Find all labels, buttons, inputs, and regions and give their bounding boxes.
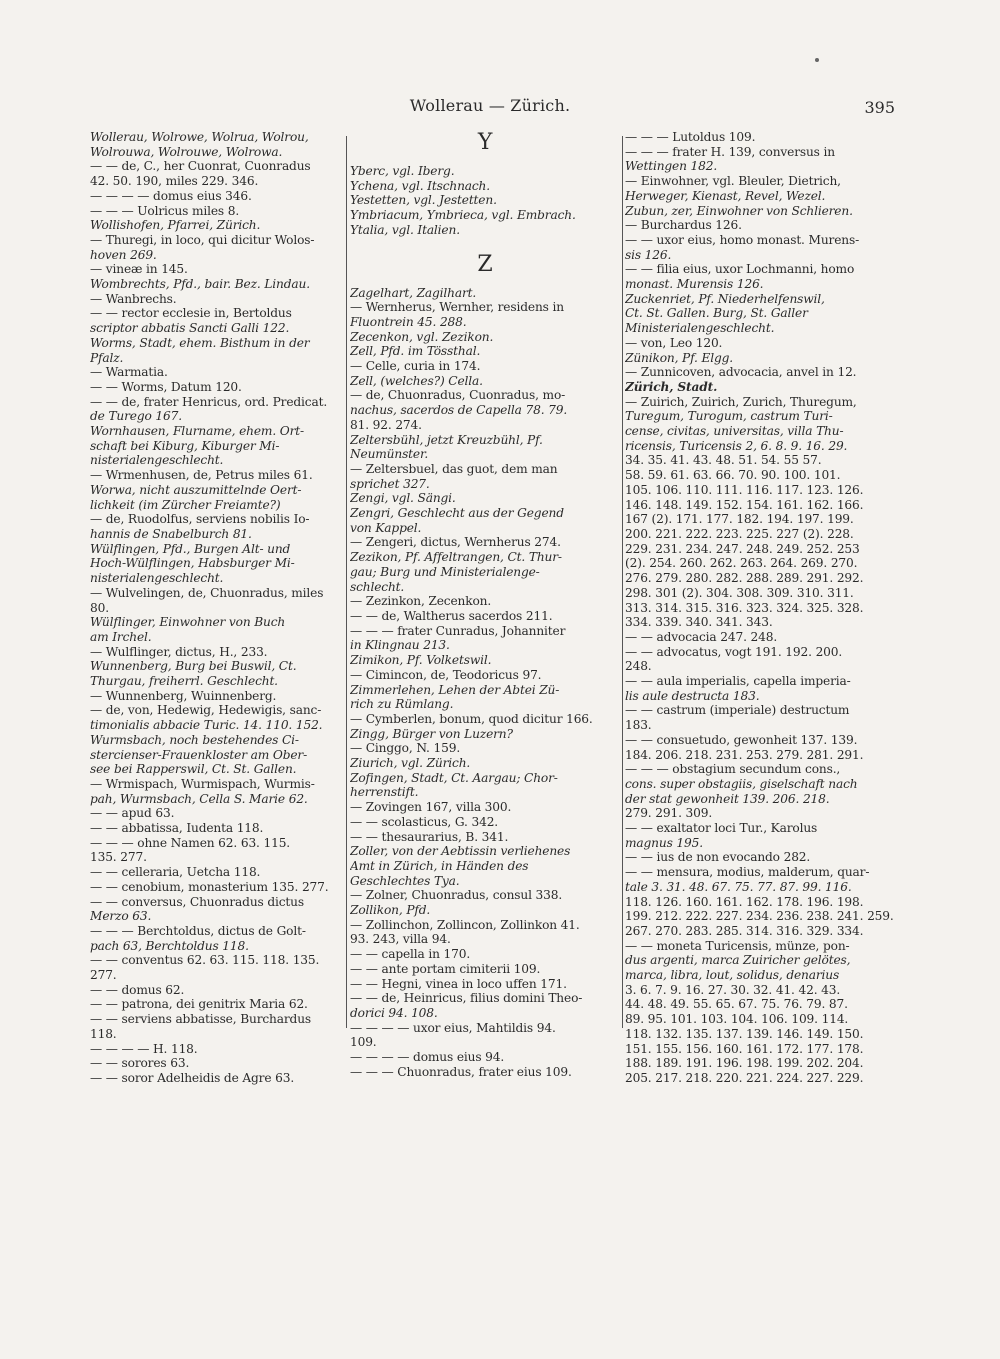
index-line: 93. 243, villa 94. [350, 932, 451, 947]
index-line: Thurgau, freiherrl. Geschlecht. [90, 674, 278, 689]
index-line: am Irchel. [90, 629, 152, 644]
index-line: — — serviens abbatisse, Burchardus [90, 1012, 311, 1027]
index-line: Worms, Stadt, ehem. Bisthum in der [90, 335, 310, 350]
index-line: 109. [350, 1035, 377, 1050]
index-line: timonialis abbacie Turic. 14. 110. 152. [90, 718, 323, 733]
index-line: — Zeltersbuel, das guot, dem man [350, 461, 558, 476]
index-line: — Wulvelingen, de, Chuonradus, miles [90, 585, 324, 600]
index-line: — von, Leo 120. [625, 335, 723, 350]
index-line: magnus 195. [625, 835, 703, 850]
index-line: nachus, sacerdos de Capella 78. 79. [350, 403, 568, 418]
index-line: dus argenti, marca Zuiricher gelötes, [625, 953, 851, 968]
index-line: — Wrmenhusen, de, Petrus miles 61. [90, 468, 313, 483]
index-line: 135. 277. [90, 850, 147, 865]
index-line: pah, Wurmsbach, Cella S. Marie 62. [90, 791, 308, 806]
index-line: hannis de Snabelburch 81. [90, 526, 252, 541]
index-line: — — moneta Turicensis, münze, pon- [625, 938, 850, 953]
index-line: — Cinggo, N. 159. [350, 741, 461, 756]
index-line: — Cimincon, de, Teodoricus 97. [350, 667, 542, 682]
index-line: — — — Chuonradus, frater eius 109. [350, 1064, 572, 1079]
index-line: Wunnenberg, Burg bei Buswil, Ct. [90, 659, 297, 674]
index-line: Wettingen 182. [625, 159, 718, 174]
index-line: — Zengeri, dictus, Wernherus 274. [350, 535, 561, 550]
index-line: — vineæ in 145. [90, 262, 188, 277]
index-line: Ymbriacum, Ymbrieca, vgl. Embrach. [350, 208, 576, 223]
index-line: Wülflingen, Pfd., Burgen Alt- und [90, 541, 291, 556]
index-column-middle [350, 130, 620, 1079]
index-line: — Zunnicoven, advocacia, anvel in 12. [625, 365, 857, 380]
index-line: Wollishofen, Pfarrei, Zürich. [90, 218, 261, 233]
index-line: nisterialengeschlecht. [90, 571, 224, 586]
index-line: sprichet 327. [350, 476, 430, 491]
index-line: 199. 212. 222. 227. 234. 236. 238. 241. 259. [625, 909, 894, 924]
index-line: nisterialengeschlecht. [90, 453, 224, 468]
index-line: 205. 217. 218. 220. 221. 224. 227. 229. [625, 1071, 864, 1085]
index-line: — — — — H. 118. [90, 1041, 198, 1056]
index-line: — — — frater H. 139, conversus in [625, 144, 835, 159]
index-line: — Wanbrechs. [90, 291, 177, 306]
index-line: — — advocacia 247. 248. [625, 629, 778, 644]
running-header: Wollerau — Zürich. [409, 96, 571, 115]
index-line: — Zuirich, Zuirich, Zurich, Thuregum, [625, 394, 857, 409]
index-line: schlecht. [350, 579, 405, 594]
index-line: 80. [90, 600, 109, 615]
index-line: — — ius de non evocando 282. [625, 850, 811, 865]
index-line: 118. 132. 135. 137. 139. 146. 149. 150. [625, 1026, 864, 1041]
index-line: — — uxor eius, homo monast. Murens- [625, 232, 860, 247]
index-line: — — conventus 62. 63. 115. 118. 135. [90, 953, 320, 968]
index-line: 89. 95. 101. 103. 104. 106. 109. 114. [625, 1012, 849, 1027]
index-line: — — mensura, modius, malderum, quar- [625, 865, 870, 880]
index-line: monast. Murensis 126. [625, 277, 764, 292]
index-line: Zengi, vgl. Sängi. [350, 491, 456, 506]
index-line: Neumünster. [350, 447, 429, 462]
index-column-left [90, 130, 346, 1086]
index-line: — — sorores 63. [90, 1056, 190, 1071]
index-line: — Zolner, Chuonradus, consul 338. [350, 888, 563, 903]
index-line: Wornhausen, Flurname, ehem. Ort- [90, 424, 305, 439]
index-line: — Warmatia. [90, 365, 168, 380]
index-line: Zeltersbühl, jetzt Kreuzbühl, Pf. [350, 432, 543, 447]
z-entries [350, 286, 620, 1080]
index-line: 279. 291. 309. [625, 806, 713, 821]
index-line: — — — ohne Namen 62. 63. 115. [90, 835, 291, 850]
index-line: — — patrona, dei genitrix Maria 62. [90, 997, 308, 1012]
index-line: pach 63, Berchtoldus 118. [90, 938, 249, 953]
index-line: sis 126. [625, 247, 672, 262]
page-number: 395 [864, 98, 895, 117]
index-line: — — Worms, Datum 120. [90, 379, 242, 394]
index-line: 151. 155. 156. 160. 161. 172. 177. 178. [625, 1041, 864, 1056]
index-line: — — — frater Cunradus, Johanniter [350, 623, 566, 638]
index-line: — — — Lutoldus 109. [625, 130, 756, 144]
letter-heading-z: Z [477, 253, 493, 277]
index-line: Herweger, Kienast, Revel, Wezel. [625, 188, 826, 203]
index-line: Zoller, von der Aebtissin verliehenes [350, 844, 571, 859]
index-line: — — scolasticus, G. 342. [350, 814, 499, 829]
index-line: Wombrechts, Pfd., bair. Bez. Lindau. [90, 277, 310, 292]
index-line: 34. 35. 41. 43. 48. 51. 54. 55 57. [625, 453, 822, 468]
index-line: 81. 92. 274. [350, 417, 422, 432]
index-line: 277. [90, 968, 117, 983]
index-line: — — de, Heinricus, filius domini Theo- [350, 991, 583, 1006]
index-line: — — Hegni, vinea in loco uffen 171. [350, 976, 567, 991]
index-line: — — — Berchtoldus, dictus de Golt- [90, 923, 306, 938]
index-line: — — conversus, Chuonradus dictus [90, 894, 304, 909]
index-line: Turegum, Turogum, castrum Turi- [625, 409, 833, 424]
index-line: — — domus 62. [90, 982, 185, 997]
column-rule-left [346, 136, 347, 1028]
index-line: 105. 106. 110. 111. 116. 117. 123. 126. [625, 482, 864, 497]
index-line: 167 (2). 171. 177. 182. 194. 197. 199. [625, 512, 854, 527]
index-line: Fluontrein 45. 288. [350, 314, 467, 329]
index-line: Zollikon, Pfd. [350, 903, 431, 918]
index-line: — Wrmispach, Wurmispach, Wurmis- [90, 776, 315, 791]
index-line: in Klingnau 213. [350, 638, 450, 653]
index-line: — — filia eius, uxor Lochmanni, homo [625, 262, 855, 277]
index-line: — — apud 63. [90, 806, 175, 821]
index-line: Ychena, vgl. Itschnach. [350, 178, 490, 193]
index-line: 184. 206. 218. 231. 253. 279. 281. 291. [625, 747, 864, 762]
index-line: Amt in Zürich, in Händen des [350, 858, 529, 873]
index-line: 42. 50. 190, miles 229. 346. [90, 174, 259, 189]
index-line: — — de, C., her Cuonrat, Cuonradus [90, 159, 311, 174]
index-line: — — capella in 170. [350, 947, 471, 962]
index-line: 334. 339. 340. 341. 343. [625, 615, 773, 630]
index-line: — — rector ecclesie in, Bertoldus [90, 306, 292, 321]
index-line: — — advocatus, vogt 191. 192. 200. [625, 644, 843, 659]
index-line: — — de, frater Henricus, ord. Predicat. [90, 394, 328, 409]
index-line: — Thuregi, in loco, qui dicitur Wolos- [90, 232, 315, 247]
index-line: Zengri, Geschlecht aus der Gegend [350, 506, 564, 521]
index-line: Wollerau, Wolrowe, Wolrua, Wolrou, [90, 130, 309, 144]
index-line: Zürich, Stadt. [625, 379, 718, 394]
index-line: Zofingen, Stadt, Ct. Aargau; Chor- [350, 770, 558, 785]
index-line: scriptor abbatis Sancti Galli 122. [90, 321, 290, 336]
index-line: Zuckenriet, Pf. Niederhelfenswil, [625, 291, 825, 306]
index-line: — Zovingen 167, villa 300. [350, 800, 512, 815]
index-line: schaft bei Kiburg, Kiburger Mi- [90, 438, 280, 453]
index-line: — — soror Adelheidis de Agre 63. [90, 1071, 295, 1085]
index-line: 183. [625, 718, 652, 733]
index-line: Ytalia, vgl. Italien. [350, 222, 460, 237]
index-line: 229. 231. 234. 247. 248. 249. 252. 253 [625, 541, 860, 556]
index-line: Zell, Pfd. im Tössthal. [350, 344, 481, 359]
letter-heading-y: Y [477, 132, 493, 155]
y-entries [350, 164, 620, 238]
index-line: — de, von, Hedewig, Hedewigis, sanc- [90, 703, 322, 718]
index-line: Hoch-Wülflingen, Habsburger Mi- [90, 556, 295, 571]
index-line: — — ante portam cimiterii 109. [350, 961, 541, 976]
index-line: see bei Rapperswil, Ct. St. Gallen. [90, 762, 297, 777]
index-line: Pfalz. [90, 350, 124, 365]
index-line: Zimikon, Pf. Volketswil. [350, 653, 492, 668]
index-line: — — — — domus eius 94. [350, 1050, 505, 1065]
index-line: — Wulflinger, dictus, H., 233. [90, 644, 268, 659]
index-line: — — castrum (imperiale) destructum [625, 703, 850, 718]
index-line: — — exaltator loci Tur., Karolus [625, 821, 818, 836]
index-line: 44. 48. 49. 55. 65. 67. 75. 76. 79. 87. [625, 997, 848, 1012]
index-line: Ct. St. Gallen. Burg, St. Galler [625, 306, 808, 321]
index-line: Merzo 63. [90, 909, 152, 924]
index-line: — — consuetudo, gewonheit 137. 139. [625, 732, 858, 747]
index-line: 3. 6. 7. 9. 16. 27. 30. 32. 41. 42. 43. [625, 982, 841, 997]
index-line: — Zezinkon, Zecenkon. [350, 594, 492, 609]
index-line: stercienser-Frauenkloster am Ober- [90, 747, 308, 762]
index-line: Worwa, nicht auszumittelnde Oert- [90, 482, 302, 497]
index-line: von Kappel. [350, 520, 422, 535]
index-line: 313. 314. 315. 316. 323. 324. 325. 328. [625, 600, 864, 615]
index-line: — Wunnenberg, Wuinnenberg. [90, 688, 277, 703]
index-line: Geschlechtes Tya. [350, 873, 460, 888]
index-line: de Turego 167. [90, 409, 182, 424]
index-line: Ziurich, vgl. Zürich. [350, 756, 471, 771]
index-line: Zagelhart, Zagilhart. [350, 285, 477, 300]
index-line: — Zollinchon, Zollincon, Zollinkon 41. [350, 917, 580, 932]
index-line: rich zu Rümlang. [350, 697, 454, 712]
column-rule-right [622, 136, 623, 1028]
index-line: — — thesaurarius, B. 341. [350, 829, 509, 844]
index-line: 118. [90, 1026, 117, 1041]
index-line: Wülflinger, Einwohner von Buch [90, 615, 286, 630]
index-line: — — aula imperialis, capella imperia- [625, 674, 851, 689]
index-line: 267. 270. 283. 285. 314. 316. 329. 334. [625, 923, 864, 938]
index-line: Wolrouwa, Wolrouwe, Wolrowa. [90, 144, 283, 159]
index-line: der stat gewonheit 139. 206. 218. [625, 791, 830, 806]
index-line: (2). 254. 260. 262. 263. 264. 269. 270. [625, 556, 858, 571]
index-line: hoven 269. [90, 247, 157, 262]
index-line: 118. 126. 160. 161. 162. 178. 196. 198. [625, 894, 864, 909]
index-line: — Burchardus 126. [625, 218, 742, 233]
index-line: — Einwohner, vgl. Bleuler, Dietrich, [625, 174, 841, 189]
index-line: — — de, Waltherus sacerdos 211. [350, 608, 553, 623]
index-line: gau; Burg und Ministerialenge- [350, 564, 540, 579]
index-line: — Wernherus, Wernher, residens in [350, 300, 564, 315]
index-line: 200. 221. 222. 223. 225. 227 (2). 228. [625, 526, 854, 541]
index-line: Zimmerlehen, Lehen der Abtei Zü- [350, 682, 560, 697]
index-line: — Celle, curia in 174. [350, 359, 481, 374]
index-line: — — — — uxor eius, Mahtildis 94. [350, 1020, 556, 1035]
index-line: tale 3. 31. 48. 67. 75. 77. 87. 99. 116. [625, 879, 852, 894]
index-line: Zecenkon, vgl. Zezikon. [350, 329, 494, 344]
index-line: — — — — domus eius 346. [90, 188, 252, 203]
index-line: — — — Uolricus miles 8. [90, 203, 240, 218]
index-line: — de, Chuonradus, Cuonradus, mo- [350, 388, 566, 403]
index-line: ricensis, Turicensis 2, 6. 8. 9. 16. 29. [625, 438, 848, 453]
index-line: Zubun, zer, Einwohner von Schlieren. [625, 203, 853, 218]
index-line: Zell, (welches?) Cella. [350, 373, 483, 388]
index-line: 276. 279. 280. 282. 288. 289. 291. 292. [625, 571, 864, 586]
index-line: Zünikon, Pf. Elgg. [625, 350, 733, 365]
index-line: Ministerialengeschlecht. [625, 321, 775, 336]
index-line: Zingg, Bürger von Luzern? [350, 726, 513, 741]
index-line: — — abbatissa, Iudenta 118. [90, 821, 264, 836]
index-line: lis aule destructa 183. [625, 688, 760, 703]
index-line: — Cymberlen, bonum, quod dicitur 166. [350, 711, 593, 726]
index-column-right [625, 130, 895, 1086]
index-line: marca, libra, lout, solidus, denarius [625, 968, 840, 983]
index-line: Yestetten, vgl. Jestetten. [350, 193, 497, 208]
scan-speck [815, 58, 819, 62]
index-line: 188. 189. 191. 196. 198. 199. 202. 204. [625, 1056, 864, 1071]
index-line: herrenstift. [350, 785, 419, 800]
index-line: — — — obstagium secundum cons., [625, 762, 841, 777]
index-line: — — cenobium, monasterium 135. 277. [90, 879, 329, 894]
index-line: Yberc, vgl. Iberg. [350, 164, 455, 178]
index-line: cons. super obstagiis, giselschaft nach [625, 776, 858, 791]
index-line: lichkeit (im Zürcher Freiamte?) [90, 497, 281, 512]
index-line: cense, civitas, universitas, villa Thu- [625, 424, 844, 439]
index-line: Zezikon, Pf. Affeltrangen, Ct. Thur- [350, 550, 562, 565]
index-line: 298. 301 (2). 304. 308. 309. 310. 311. [625, 585, 854, 600]
index-line: 146. 148. 149. 152. 154. 161. 162. 166. [625, 497, 864, 512]
index-line: — de, Ruodolfus, serviens nobilis Io- [90, 512, 310, 527]
index-line: — — celleraria, Uetcha 118. [90, 865, 261, 880]
index-line: 58. 59. 61. 63. 66. 70. 90. 100. 101. [625, 468, 841, 483]
index-line: dorici 94. 108. [350, 1005, 438, 1020]
index-line: 248. [625, 659, 652, 674]
index-line: Wurmsbach, noch bestehendes Ci- [90, 732, 299, 747]
